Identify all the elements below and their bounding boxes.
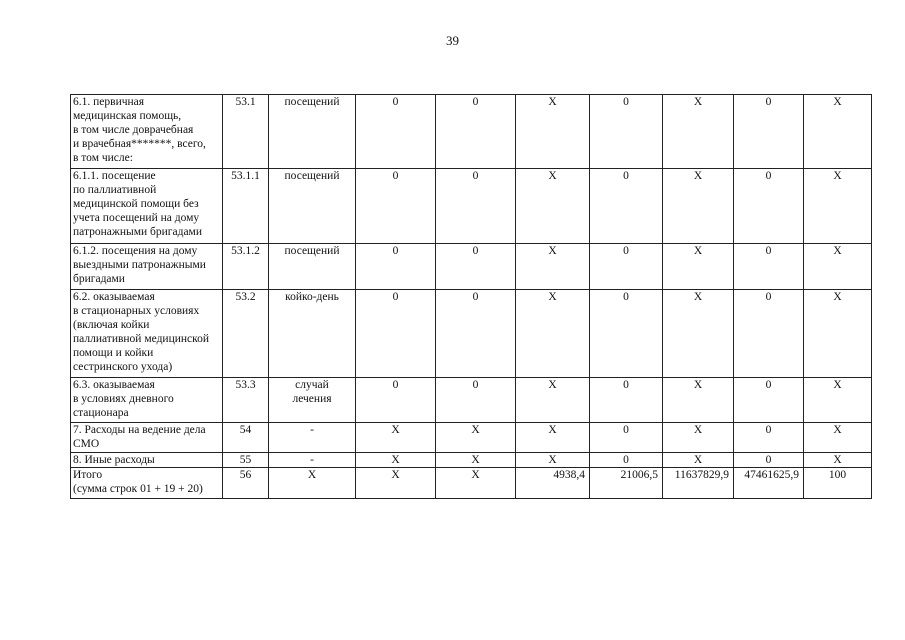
value-cell-v4: 21006,5 [590, 468, 663, 499]
value-cell-v4: 0 [590, 378, 663, 423]
row-unit-line: посещений [284, 245, 340, 257]
value-cell-v2: Х [436, 423, 516, 453]
row-name-cell [71, 453, 223, 468]
value-cell-v1: 0 [356, 290, 436, 378]
row-unit-cell [269, 468, 356, 499]
row-name-cell [71, 290, 223, 378]
value-cell-v3: Х [516, 290, 590, 378]
value-cell-v1: Х [356, 468, 436, 499]
row-code-cell: 53.1 [223, 95, 269, 169]
row-unit-cell [269, 290, 356, 378]
value-cell-v5: Х [663, 378, 734, 423]
row-name-cell [71, 244, 223, 290]
value-cell-v5: 11637829,9 [663, 468, 734, 499]
row-unit-cell [269, 169, 356, 244]
row-name-line: медицинской помощи без [73, 198, 199, 210]
row-name-line: (сумма строк 01 + 19 + 20) [73, 483, 203, 495]
row-name-line: по паллиативной [73, 184, 157, 196]
row-name-line: 8. Иные расходы [73, 454, 155, 466]
value-cell-v2: 0 [436, 378, 516, 423]
value-cell-v4: 0 [590, 244, 663, 290]
table-row [71, 453, 872, 468]
value-cell-v1: 0 [356, 95, 436, 169]
value-cell-v3: Х [516, 95, 590, 169]
value-cell-v7: Х [804, 169, 872, 244]
value-cell-v7: Х [804, 95, 872, 169]
table-row [71, 169, 872, 244]
value-cell-v2: Х [436, 468, 516, 499]
value-cell-v5: Х [663, 423, 734, 453]
table-row [71, 95, 872, 169]
value-cell-v5: Х [663, 244, 734, 290]
value-cell-v6: 0 [734, 169, 804, 244]
row-unit-line: - [310, 454, 314, 466]
value-cell-v5: Х [663, 169, 734, 244]
value-cell-v4: 0 [590, 423, 663, 453]
row-name-line: 6.1. первичная [73, 96, 145, 108]
value-cell-v7: Х [804, 378, 872, 423]
value-cell-v7: 100 [804, 468, 872, 499]
row-name-line: стационара [73, 407, 129, 419]
row-name-line: бригадами [73, 273, 125, 285]
row-name-line: в условиях дневного [73, 393, 174, 405]
table-row [71, 290, 872, 378]
row-name-line: 6.1.2. посещения на дому [73, 245, 198, 257]
value-cell-v6: 0 [734, 95, 804, 169]
value-cell-v5: Х [663, 453, 734, 468]
row-name-line: выездными патронажными [73, 259, 206, 271]
table-row [71, 423, 872, 453]
row-unit-line: случай [295, 379, 329, 391]
value-cell-v6: 0 [734, 290, 804, 378]
value-cell-v5: Х [663, 95, 734, 169]
value-cell-v4: 0 [590, 95, 663, 169]
row-unit-cell [269, 244, 356, 290]
table-row [71, 378, 872, 423]
value-cell-v1: Х [356, 423, 436, 453]
row-name-line: СМО [73, 438, 100, 450]
row-unit-line: посещений [284, 96, 340, 108]
value-cell-v1: 0 [356, 169, 436, 244]
table-row [71, 468, 872, 499]
value-cell-v7: Х [804, 244, 872, 290]
row-name-line: патронажными бригадами [73, 226, 202, 238]
value-cell-v4: 0 [590, 169, 663, 244]
row-name-cell [71, 468, 223, 499]
row-name-line: и врачебная*******, всего, [73, 138, 206, 150]
row-unit-line: посещений [284, 170, 340, 182]
row-name-line: 6.1.1. посещение [73, 170, 156, 182]
value-cell-v4: 0 [590, 290, 663, 378]
value-cell-v2: Х [436, 453, 516, 468]
value-cell-v5: Х [663, 290, 734, 378]
value-cell-v6: 0 [734, 453, 804, 468]
row-code-cell: 53.3 [223, 378, 269, 423]
row-name-cell [71, 423, 223, 453]
row-name-cell [71, 378, 223, 423]
value-cell-v3: Х [516, 169, 590, 244]
value-cell-v3: Х [516, 423, 590, 453]
row-code-cell: 56 [223, 468, 269, 499]
value-cell-v1: 0 [356, 244, 436, 290]
row-name-line: (включая койки [73, 319, 150, 331]
row-name-line: 6.2. оказываемая [73, 291, 155, 303]
row-name-line: медицинская помощь, [73, 110, 182, 122]
value-cell-v1: 0 [356, 378, 436, 423]
value-cell-v3: Х [516, 378, 590, 423]
value-cell-v7: Х [804, 423, 872, 453]
row-name-line: в стационарных условиях [73, 305, 200, 317]
row-unit-cell [269, 453, 356, 468]
row-code-cell: 53.1.2 [223, 244, 269, 290]
row-name-line: паллиативной медицинской [73, 333, 210, 345]
value-cell-v1: Х [356, 453, 436, 468]
row-unit-cell [269, 95, 356, 169]
value-cell-v7: Х [804, 290, 872, 378]
value-cell-v3: Х [516, 244, 590, 290]
row-name-line: помощи и койки [73, 347, 154, 359]
row-unit-cell [269, 423, 356, 453]
value-cell-v7: Х [804, 453, 872, 468]
row-name-line: в том числе доврачебная [73, 124, 194, 136]
expenses-table [70, 94, 872, 499]
row-name-cell [71, 95, 223, 169]
value-cell-v6: 0 [734, 423, 804, 453]
page-number: 39 [446, 33, 459, 48]
value-cell-v6: 0 [734, 378, 804, 423]
value-cell-v4: 0 [590, 453, 663, 468]
value-cell-v6: 0 [734, 244, 804, 290]
value-cell-v6: 47461625,9 [734, 468, 804, 499]
row-name-line: 6.3. оказываемая [73, 379, 155, 391]
row-name-cell [71, 169, 223, 244]
row-unit-line: лечения [292, 393, 332, 405]
value-cell-v2: 0 [436, 169, 516, 244]
row-code-cell: 54 [223, 423, 269, 453]
value-cell-v2: 0 [436, 244, 516, 290]
row-code-cell: 53.2 [223, 290, 269, 378]
row-name-line: Итого [73, 469, 103, 481]
row-code-cell: 53.1.1 [223, 169, 269, 244]
row-code-cell: 55 [223, 453, 269, 468]
row-name-line: 7. Расходы на ведение дела [73, 424, 206, 436]
value-cell-v3: 4938,4 [516, 468, 590, 499]
row-unit-cell [269, 378, 356, 423]
value-cell-v2: 0 [436, 95, 516, 169]
row-name-line: в том числе: [73, 152, 133, 164]
row-unit-line: койко-день [285, 291, 339, 303]
row-name-line: учета посещений на дому [73, 212, 200, 224]
row-name-line: сестринского ухода) [73, 361, 173, 373]
row-unit-line: Х [307, 469, 317, 481]
value-cell-v3: Х [516, 453, 590, 468]
table-row [71, 244, 872, 290]
value-cell-v2: 0 [436, 290, 516, 378]
row-unit-line: - [310, 424, 314, 436]
